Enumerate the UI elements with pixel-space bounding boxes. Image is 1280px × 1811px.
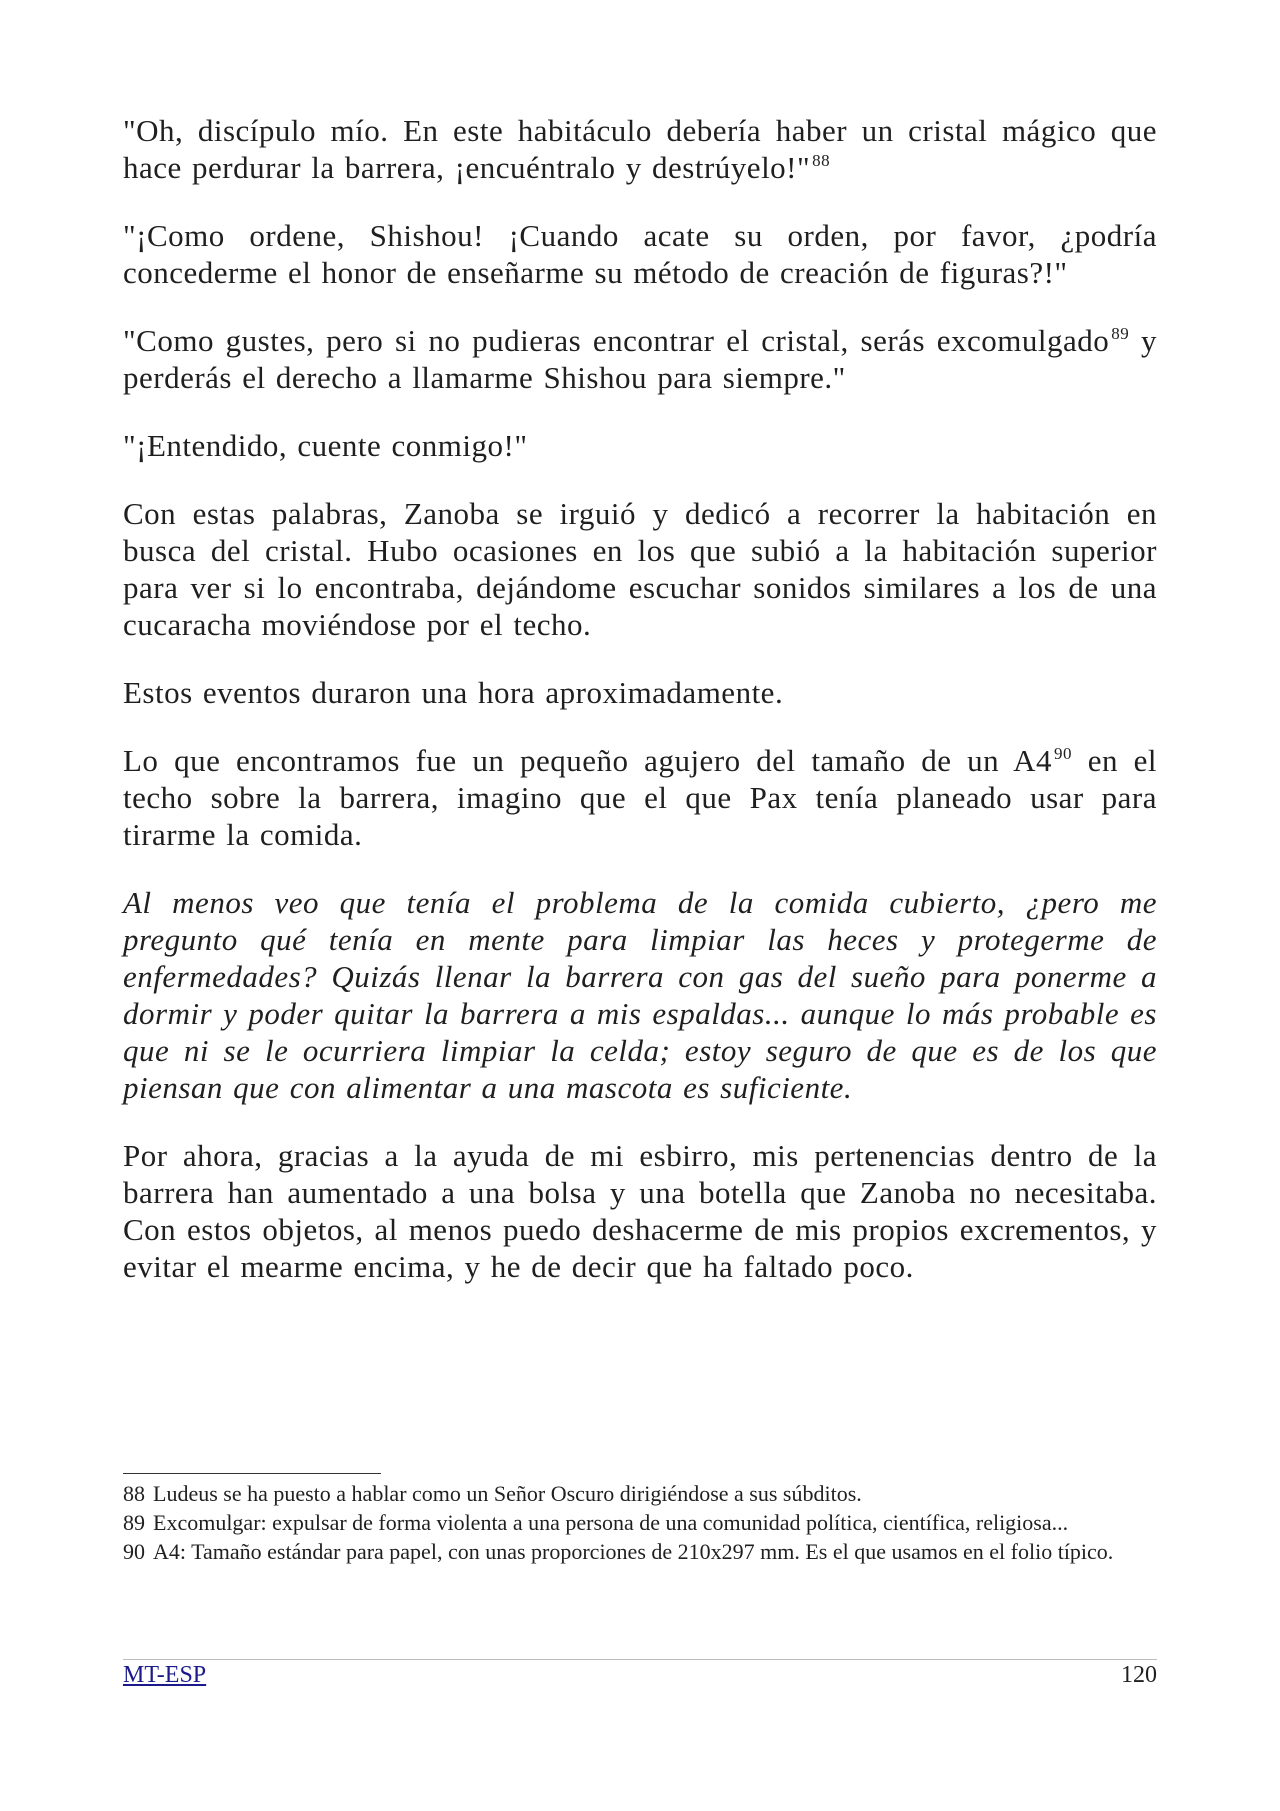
footnote-ref-88[interactable]: 88 xyxy=(812,151,831,170)
paragraph-text: Estos eventos duraron una hora aproximadamente. xyxy=(123,675,784,710)
paragraph-text: en el techo sobre la barrera, imagino que el que Pax tenía planeado usar para tirarme la comida. xyxy=(123,743,1157,852)
footnote-text: Excomulgar: expulsar de forma violenta a una persona de una comunidad política, científica, religiosa... xyxy=(153,1510,1069,1535)
paragraph-text: Al menos veo que tenía el problema de la comida cubierto, ¿pero me pregunto qué tenía en mente para limpiar las heces y protegerme de enfermedades? Quizás llenar la barrera con gas del sueño para ponerme a dormir y poder quitar la barrera a mis espaldas... aunque lo más probable es que ni se le ocurriera limpiar la celda; estoy seguro de que es de los que piensan que con alimentar a una mascota es suficiente. xyxy=(123,885,1157,1105)
paragraph-text: Con estas palabras, Zanoba se irguió y dedicó a recorrer la habitación en busca del cristal. Hubo ocasiones en los que subió a la habitación superior para ver si lo encontraba, dejándome escuchar sonidos similares a los de una cucaracha moviéndose por el techo. xyxy=(123,496,1157,642)
footnote-90 xyxy=(123,1537,1157,1566)
footer-divider xyxy=(123,1659,1157,1660)
paragraph-1 xyxy=(123,112,1157,186)
page-number: 120 xyxy=(1121,1662,1157,1688)
paragraph-7 xyxy=(123,742,1157,853)
footer-link[interactable]: MT-ESP xyxy=(123,1662,207,1688)
paragraph-4 xyxy=(123,427,1157,464)
paragraph-2 xyxy=(123,217,1157,291)
footnote-89 xyxy=(123,1508,1157,1537)
paragraph-9 xyxy=(123,1137,1157,1285)
footnote-ref-90[interactable]: 90 xyxy=(1054,744,1073,763)
footnote-text: A4: Tamaño estándar para papel, con unas proporciones de 210x297 mm. Es el que usamos en el folio típico. xyxy=(153,1539,1114,1564)
paragraph-text: y perderás el derecho a llamarme Shishou para siempre." xyxy=(123,323,1157,395)
footnote-separator xyxy=(123,1473,381,1474)
paragraph-text: "¡Como ordene, Shishou! ¡Cuando acate su orden, por favor, ¿podría concederme el honor de enseñarme su método de creación de figuras?!" xyxy=(123,218,1157,290)
paragraph-text: Lo que encontramos fue un pequeño agujero del tamaño de un A4 xyxy=(123,743,1053,778)
footnote-text: Ludeus se ha puesto a hablar como un Señor Oscuro dirigiéndose a sus súbditos. xyxy=(153,1481,862,1506)
paragraph-text: "¡Entendido, cuente conmigo!" xyxy=(123,428,528,463)
paragraph-3 xyxy=(123,322,1157,396)
footnote-number: 88 xyxy=(123,1481,145,1506)
footnote-number: 90 xyxy=(123,1539,145,1564)
footnote-number: 89 xyxy=(123,1510,145,1535)
paragraph-text: Por ahora, gracias a la ayuda de mi esbirro, mis pertenencias dentro de la barrera han aumentado a una bolsa y una botella que Zanoba no necesitaba. Con estos objetos, al menos puedo deshacerme de mis propios excrementos, y evitar el mearme encima, y he de decir que ha faltado poco. xyxy=(123,1138,1157,1284)
paragraph-8-inner-thoughts xyxy=(123,884,1157,1106)
paragraph-6 xyxy=(123,674,1157,711)
body-text xyxy=(123,112,1157,1316)
paragraph-text: "Como gustes, pero si no pudieras encontrar el cristal, serás excomulgado xyxy=(123,323,1110,358)
footnote-ref-89[interactable]: 89 xyxy=(1111,324,1130,343)
paragraph-5 xyxy=(123,495,1157,643)
paragraph-text: "Oh, discípulo mío. En este habitáculo debería haber un cristal mágico que hace perdurar la barrera, ¡encuéntralo y destrúyelo!" xyxy=(123,113,1157,185)
footnotes xyxy=(123,1479,1157,1566)
footnote-88 xyxy=(123,1479,1157,1508)
